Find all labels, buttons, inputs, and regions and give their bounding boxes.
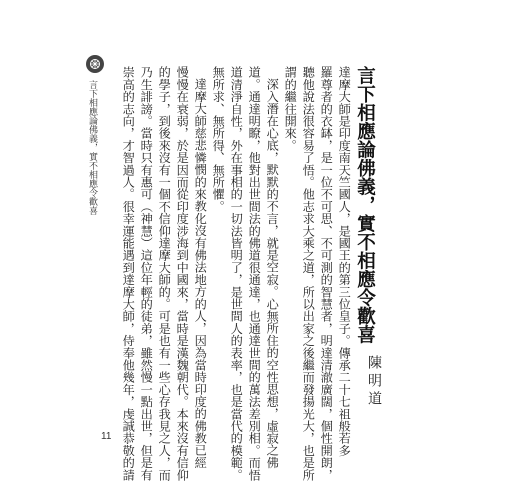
body-column-9: 達摩大師慈悲憐憫的來教化沒有佛法地方的人，因為當時印度的佛教已經 — [193, 78, 208, 469]
body-column-12: 乃生誹謗。當時只有惠可（神慧）這位年輕的徒弟，雖然慢一點出世，但是有 — [139, 66, 154, 481]
body-column-3: 聽他說法很容易了悟。他志求大乘之道，所以出家之後繼而發揚光大，也是所 — [301, 66, 316, 481]
body-column-11: 的學子，到後來沒有一個不信仰達摩大師的。可是也有一些心存我見之人，而 — [157, 66, 172, 481]
body-column-5: 深入潛在心底，默默的不言，就是空寂。心無所住的空性思想，虛寂之佛 — [265, 78, 280, 469]
running-head: 言下相應論佛義，實不相應令歡喜 — [87, 80, 97, 215]
article-title: 言下相應論佛義，實不相應令歡喜 — [354, 66, 376, 344]
page-number: 11 — [101, 431, 112, 442]
body-column-13: 崇高的志向，才智過人。很幸運能遇到達摩大師，侍奉他幾年，虔誠恭敬的請 — [121, 66, 136, 481]
dharma-wheel-icon — [86, 55, 104, 73]
body-column-2: 羅尊者的衣缽，是一位不可思、不可測的智慧者，明達清澈廣闊，個性開朗， — [319, 66, 334, 481]
body-column-1: 達摩大師是印度南天竺國人，是國王的第三位皇子。傳承二十七祖般若多 — [337, 66, 352, 457]
body-column-10: 慢慢在衰弱，於是因而從印度涉海到中國來，當時是漢魏朝代。本來沒有信仰 — [175, 66, 190, 481]
body-column-6: 道。通達明瞭，他對出世間法的佛道很通達，也通達世間的萬法差別相。而悟 — [247, 66, 262, 481]
body-column-8: 無所求、無所得、無所懼。 — [211, 66, 226, 213]
article-author: 陳明道 — [366, 355, 382, 409]
body-column-4: 謂的繼往開來。 — [283, 66, 298, 152]
body-column-7: 道清淨自性，外在事相的一切法皆明了，是世間人的表率，也是當代的模範。 — [229, 66, 244, 481]
